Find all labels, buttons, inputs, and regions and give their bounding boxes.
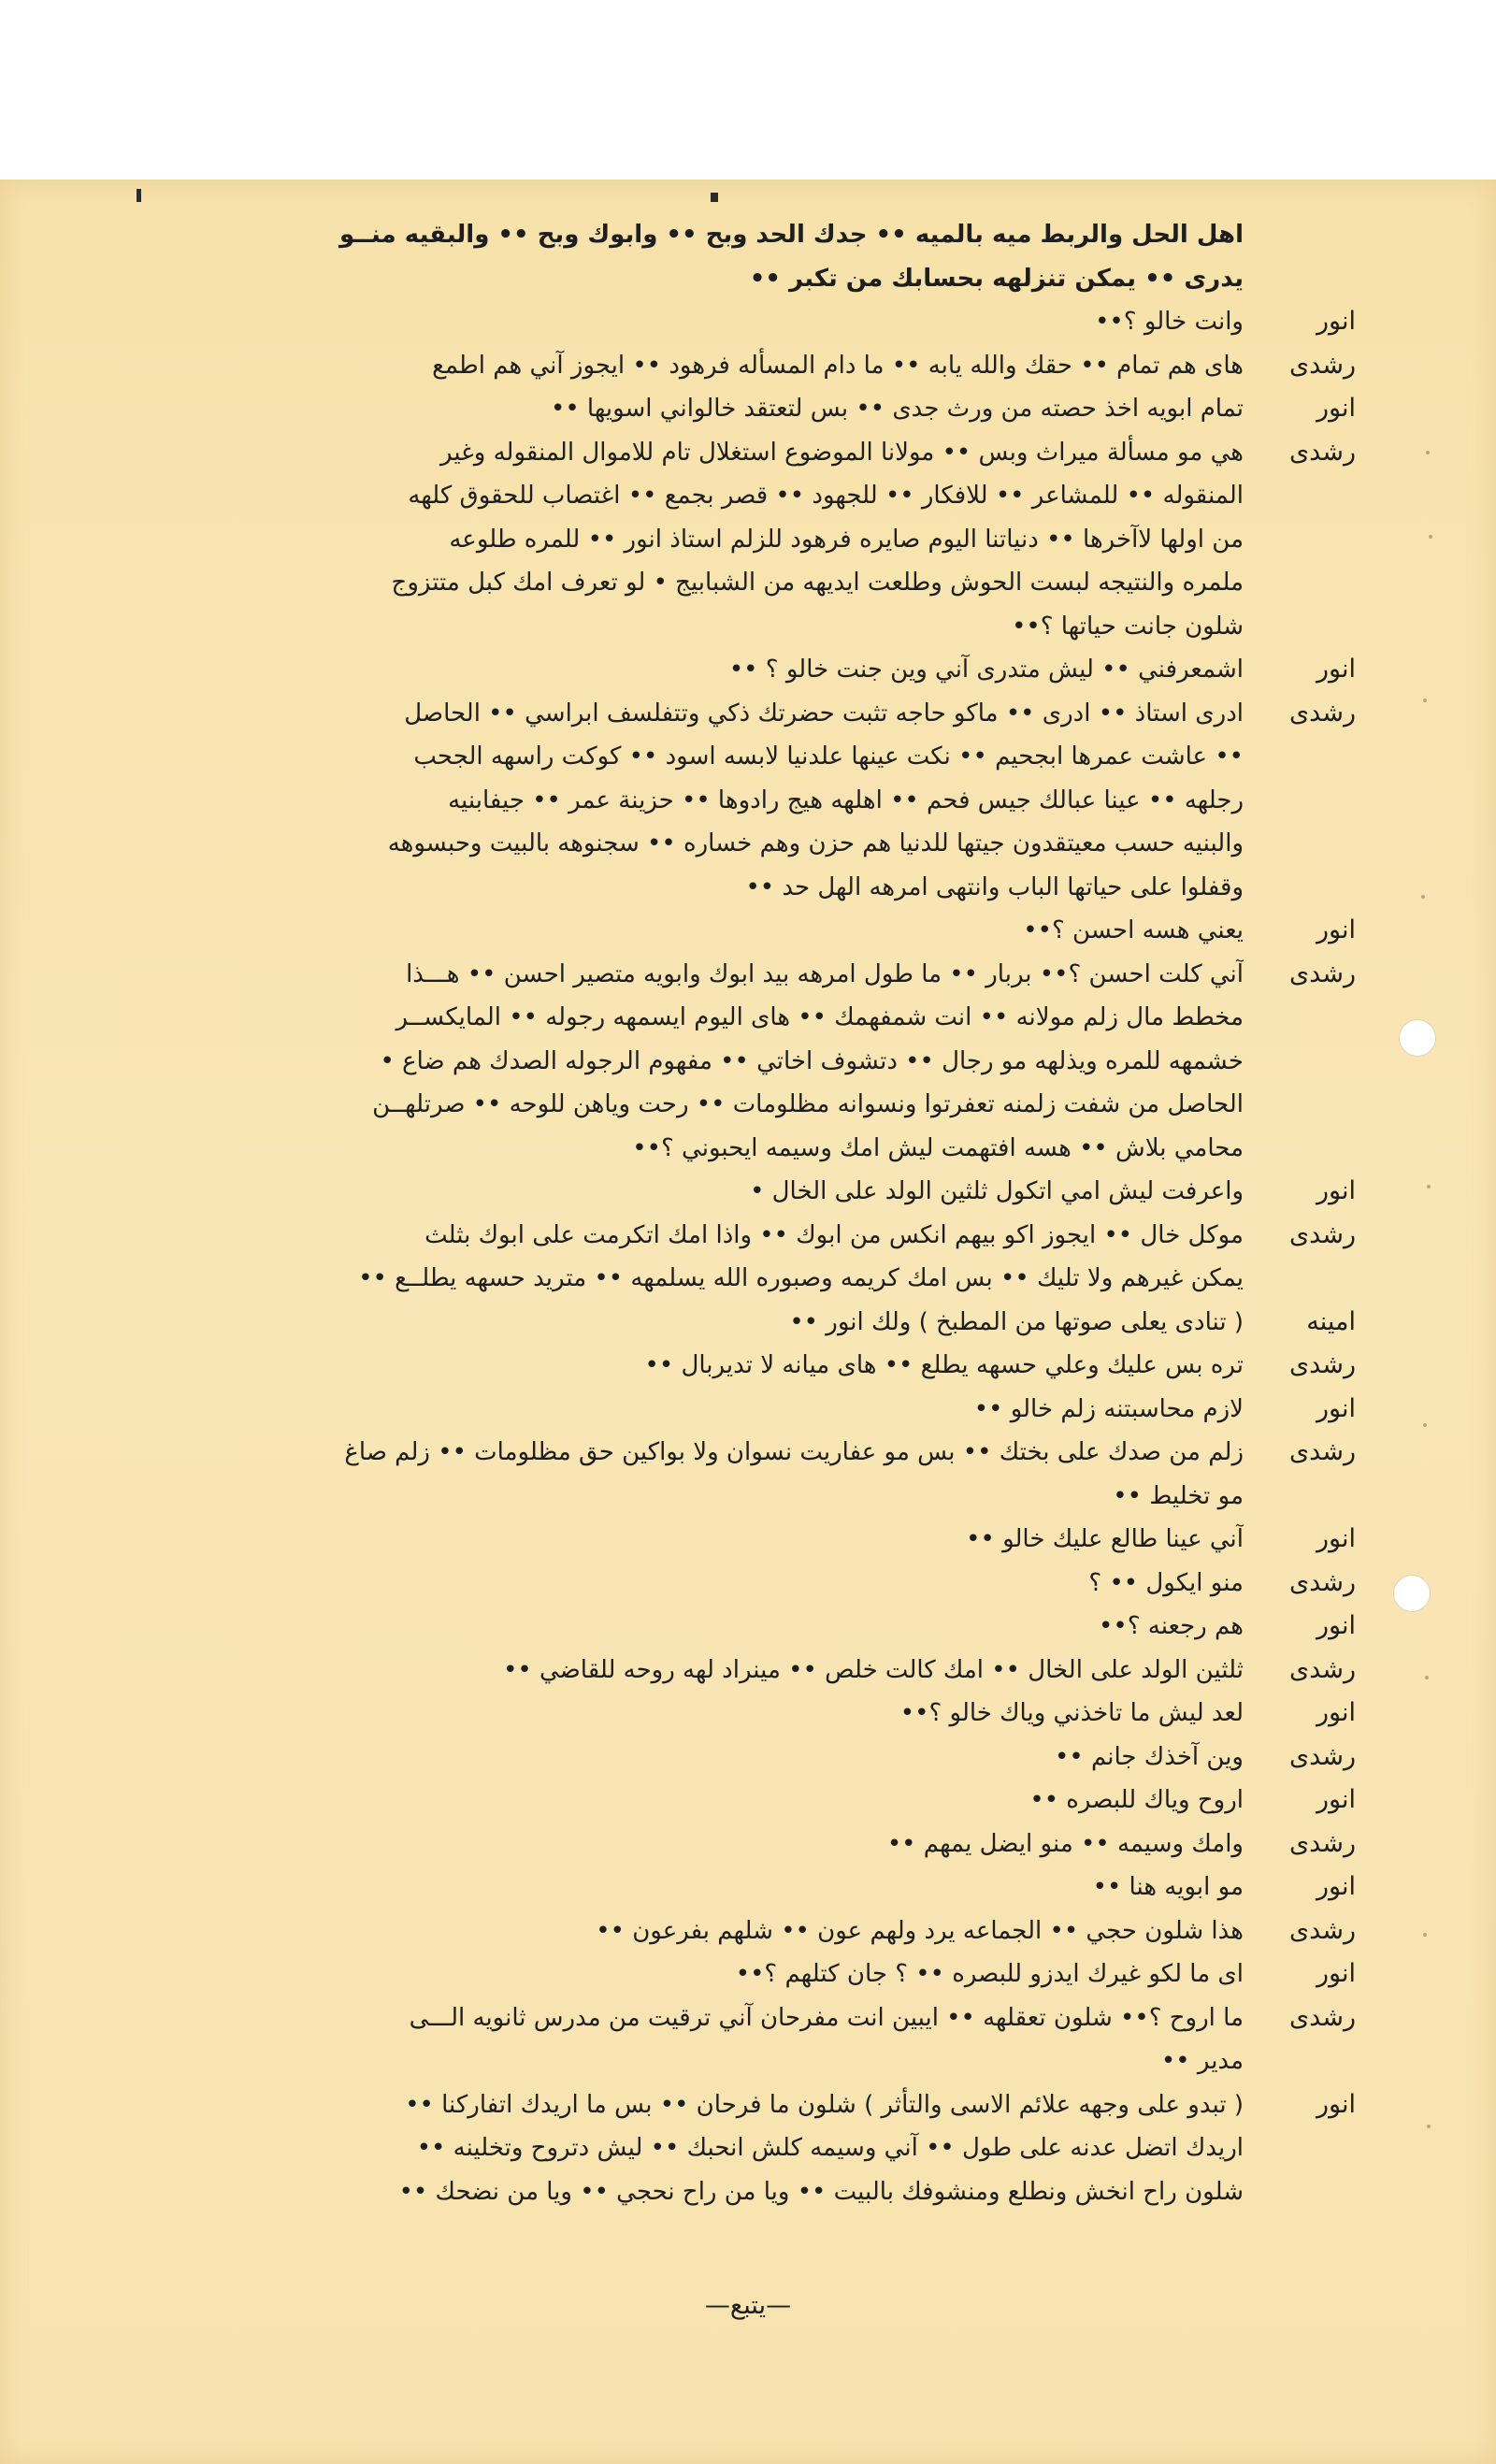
script-line xyxy=(140,605,1356,649)
dialogue-text: وانت خالو ؟•• xyxy=(1095,308,1244,336)
dialogue-text: شلون جانت حياتها ؟•• xyxy=(1012,612,1244,641)
speaker-name: رشدى xyxy=(1289,1437,1356,1466)
speaker-name: انور xyxy=(1316,1524,1356,1553)
script-line xyxy=(140,735,1356,779)
dialogue-text: المنقوله •• للمشاعر •• للافكار •• للجهود •• قصر بجمع •• اغتصاب للحقوق كلهه xyxy=(408,482,1244,510)
script-line xyxy=(140,1518,1356,1562)
dialogue-text: يمكن غيرهم ولا تليك •• بس امك كريمه وصبوره الله يسلمهه •• متريد حسهه يطلــع •• xyxy=(358,1264,1244,1292)
script-line xyxy=(140,953,1356,997)
staple-mark xyxy=(711,193,718,202)
speaker-name: انور xyxy=(1316,1959,1356,1988)
script-line xyxy=(140,1779,1356,1823)
script-line xyxy=(140,257,1356,301)
speaker-name: انور xyxy=(1316,915,1356,944)
script-line xyxy=(140,1952,1356,1996)
script-line xyxy=(140,1562,1356,1606)
dialogue-text: من اولها لاآخرها •• دنياتنا اليوم صايره فرهود للزلم استاذ انور •• للمره طلوعه xyxy=(449,525,1244,554)
script-line xyxy=(140,1605,1356,1649)
margin-mark xyxy=(1427,2125,1431,2128)
speaker-name: انور xyxy=(1316,307,1356,336)
script-line xyxy=(140,1431,1356,1475)
speaker-name: رشدى xyxy=(1289,350,1356,380)
dialogue-text: والبنيه حسب معيتقدون جيتها للدنيا هم حزن وهم خساره •• سجنوهه بالبيت وحبسوهه xyxy=(387,829,1244,857)
script-line xyxy=(140,1388,1356,1432)
dialogue-text: هاى هم تمام •• حقك والله يابه •• ما دام المسأله فرهود •• ايجوز آني هم اطمع xyxy=(432,351,1244,380)
script-line xyxy=(140,1909,1356,1953)
margin-mark xyxy=(1423,1933,1427,1937)
dialogue-text: اريدك اتضل عدنه على طول •• آني وسيمه كلش انحبك •• ليش دتروح وتخلينه •• xyxy=(416,2134,1244,2162)
dialogue-text: شلون راح انخش ونطلع ومنشوفك بالبيت •• ويا من راح نحجي •• ويا من نضحك •• xyxy=(398,2177,1244,2206)
speaker-name: رشدى xyxy=(1289,1828,1356,1858)
dialogue-text: محامي بلاش •• هسه افتهمت ليش امك وسيمه ايحبوني ؟•• xyxy=(632,1133,1244,1162)
punch-hole-top xyxy=(1399,1019,1436,1057)
dialogue-text: اهل الحل والربط ميه بالميه •• جدك الحد وبح •• وابوك وبح •• والبقيه منــو xyxy=(338,221,1244,249)
margin-mark xyxy=(1427,1185,1431,1189)
dialogue-text: زلم من صدك على بختك •• بس مو عفاريت نسوان ولا بواكين حق مظلومات •• زلم صاغ xyxy=(344,1438,1244,1466)
script-line xyxy=(140,1736,1356,1780)
dialogue-text: مو ابويه هنا •• xyxy=(1092,1873,1244,1901)
script-line xyxy=(140,561,1356,605)
dialogue-text: ملمره والنتيجه لبست الحوش وطلعت ايديهه من الشبابيج • لو تعرف امك كبل متتزوج xyxy=(391,569,1244,597)
dialogue-text: لازم محاسبتنه زلم خالو •• xyxy=(973,1394,1244,1423)
script-line xyxy=(140,2083,1356,2127)
speaker-name: رشدى xyxy=(1289,1654,1356,1684)
script-line xyxy=(140,692,1356,736)
speaker-name: انور xyxy=(1316,1872,1356,1901)
dialogue-text: اى ما لكو غيرك ايدزو للبصره •• ؟ جان كتلهم ؟•• xyxy=(735,1960,1244,1988)
dialogue-text: يدرى •• يمكن تنزلهه بحسابك من تكبر •• xyxy=(749,264,1244,293)
script-line xyxy=(140,474,1356,518)
script-line xyxy=(140,1257,1356,1301)
dialogue-text: خشمهه للمره ويذلهه مو رجال •• دتشوف اخاتي •• مفهوم الرجوله الصدك هم ضاع • xyxy=(380,1046,1244,1075)
speaker-name: انور xyxy=(1316,1785,1356,1814)
script-line xyxy=(140,779,1356,823)
dialogue-text: وقفلوا على حياتها الباب وانتهى امرهه الهل حد •• xyxy=(745,872,1244,901)
speaker-name: رشدى xyxy=(1289,2002,1356,2032)
dialogue-text: مخطط مال زلم مولانه •• انت شمفهمك •• هاى اليوم ايسمهه رجوله •• المايكســر xyxy=(396,1003,1244,1031)
speaker-name: رشدى xyxy=(1289,1219,1356,1249)
script-line xyxy=(140,648,1356,692)
dialogue-text: وين آخذك جانم •• xyxy=(1055,1742,1244,1771)
dialogue-text: ادرى استاذ •• ادرى •• ماكو حاجه تثبت حضرتك ذكي وتتفلسف ابراسي •• الحاصل xyxy=(404,699,1244,728)
speaker-name: رشدى xyxy=(1289,958,1356,988)
margin-mark xyxy=(1421,895,1425,899)
speaker-name: رشدى xyxy=(1289,437,1356,467)
dialogue-text: لعد ليش ما تاخذني وياك خالو ؟•• xyxy=(899,1699,1244,1727)
script-line xyxy=(140,431,1356,475)
script-line xyxy=(140,344,1356,388)
dialogue-text: ما اروح ؟•• شلون تعقلهه •• ايبين انت مفرحان آني ترقيت من مدرس ثانويه الـــى xyxy=(409,2003,1244,2032)
script-line xyxy=(140,387,1356,431)
dialogue-text: هي مو مسألة ميراث وبس •• مولانا الموضوع استغلال تام للاموال المنقوله وغير xyxy=(439,438,1244,467)
dialogue-text: منو ايكول •• ؟ xyxy=(1088,1568,1244,1597)
dialogue-text: ( تنادى يعلى صوتها من المطبخ ) ولك انور •• xyxy=(789,1307,1244,1336)
script-line xyxy=(140,1649,1356,1693)
staple-mark xyxy=(137,189,141,202)
speaker-name: رشدى xyxy=(1289,698,1356,728)
script-line xyxy=(140,1301,1356,1345)
speaker-name: انور xyxy=(1316,1611,1356,1640)
script-line xyxy=(140,1823,1356,1866)
dialogue-text: وامك وسيمه •• منو ايضل يمهم •• xyxy=(886,1829,1244,1858)
dialogue-text: ( تبدو على وجهه علائم الاسى والتأثر ) شلون ما فرحان •• بس ما اريدك اتفاركنا •• xyxy=(405,2090,1244,2119)
margin-mark xyxy=(1429,535,1432,539)
script-line xyxy=(140,1170,1356,1214)
continued-footer: —يتبع— xyxy=(704,2291,792,2320)
dialogue-text: تمام ابويه اخذ حصته من ورث جدى •• بس لتعتقد خالواني اسويها •• xyxy=(551,395,1244,423)
punch-hole-bottom xyxy=(1393,1575,1431,1612)
dialogue-text: مو تخليط •• xyxy=(1113,1481,1244,1510)
speaker-name: امينه xyxy=(1306,1306,1356,1336)
script-line xyxy=(140,1692,1356,1736)
script-line xyxy=(140,2170,1356,2214)
speaker-name: رشدى xyxy=(1289,1741,1356,1771)
dialogue-text: آني عينا طالع عليك خالو •• xyxy=(966,1525,1244,1553)
dialogue-text: تره بس عليك وعلي حسهه يطلع •• هاى ميانه لا تديربال •• xyxy=(644,1351,1244,1379)
script-line xyxy=(140,1040,1356,1084)
script-line xyxy=(140,1344,1356,1388)
speaker-name: انور xyxy=(1316,655,1356,684)
margin-mark xyxy=(1425,1676,1429,1679)
speaker-name: رشدى xyxy=(1289,1350,1356,1379)
speaker-name: رشدى xyxy=(1289,1915,1356,1945)
margin-mark xyxy=(1423,699,1427,702)
script-body xyxy=(140,213,1356,2213)
margin-mark xyxy=(1426,451,1430,454)
script-line xyxy=(140,213,1356,257)
script-line xyxy=(140,1866,1356,1909)
dialogue-text: هذا شلون حجي •• الجماعه يرد ولهم عون •• شلهم بفرعون •• xyxy=(596,1916,1244,1945)
dialogue-text: رجلهه •• عينا عبالك جيس فحم •• اهلهه هيج رادوها •• حزينة عمر •• جيفابنيه xyxy=(448,785,1244,814)
dialogue-text: اروح وياك للبصره •• xyxy=(1029,1786,1244,1814)
script-line xyxy=(140,1214,1356,1258)
dialogue-text: مدير •• xyxy=(1160,2047,1244,2075)
script-line xyxy=(140,1996,1356,2040)
script-line xyxy=(140,2039,1356,2083)
dialogue-text: الحاصل من شفت زلمنه تعفرتوا ونسوانه مظلومات •• رحت وياهن للوحه •• صرتلهــن xyxy=(372,1090,1244,1118)
dialogue-text: واعرفت ليش امي اتكول ثلثين الولد على الخال • xyxy=(750,1177,1244,1205)
script-line xyxy=(140,1083,1356,1127)
speaker-name: انور xyxy=(1316,1176,1356,1205)
dialogue-text: هم رجعنه ؟•• xyxy=(1099,1612,1244,1640)
dialogue-text: يعني هسه احسن ؟•• xyxy=(1023,916,1244,944)
dialogue-text: آني كلت احسن ؟•• بربار •• ما طول امرهه بيد ابوك وابويه متصير احسن •• هـــذا xyxy=(406,959,1244,988)
script-line xyxy=(140,866,1356,910)
script-line xyxy=(140,2126,1356,2170)
speaker-name: رشدى xyxy=(1289,1567,1356,1597)
script-line xyxy=(140,909,1356,953)
margin-mark xyxy=(1423,1423,1427,1427)
script-line xyxy=(140,1127,1356,1171)
script-line xyxy=(140,518,1356,562)
script-line xyxy=(140,1475,1356,1519)
speaker-name: انور xyxy=(1316,2089,1356,2119)
script-line xyxy=(140,822,1356,866)
dialogue-text: اشمعرفني •• ليش متدرى آني وين جنت خالو ؟ •• xyxy=(728,656,1244,684)
dialogue-text: موكل خال •• ايجوز اكو بيهم انكس من ابوك •• واذا امك اتكرمت على ابوك بثلث xyxy=(424,1220,1244,1249)
script-line xyxy=(140,996,1356,1040)
script-line xyxy=(140,300,1356,344)
dialogue-text: •• عاشت عمرها ابجحيم •• نكت عينها علدنيا لابسه اسود •• كوكت راسهه الجحب xyxy=(413,742,1244,771)
speaker-name: انور xyxy=(1316,1698,1356,1727)
speaker-name: انور xyxy=(1316,394,1356,423)
speaker-name: انور xyxy=(1316,1393,1356,1423)
dialogue-text: ثلثين الولد على الخال •• امك كالت خلص •• مينراد لهه روحه للقاضي •• xyxy=(503,1655,1244,1684)
